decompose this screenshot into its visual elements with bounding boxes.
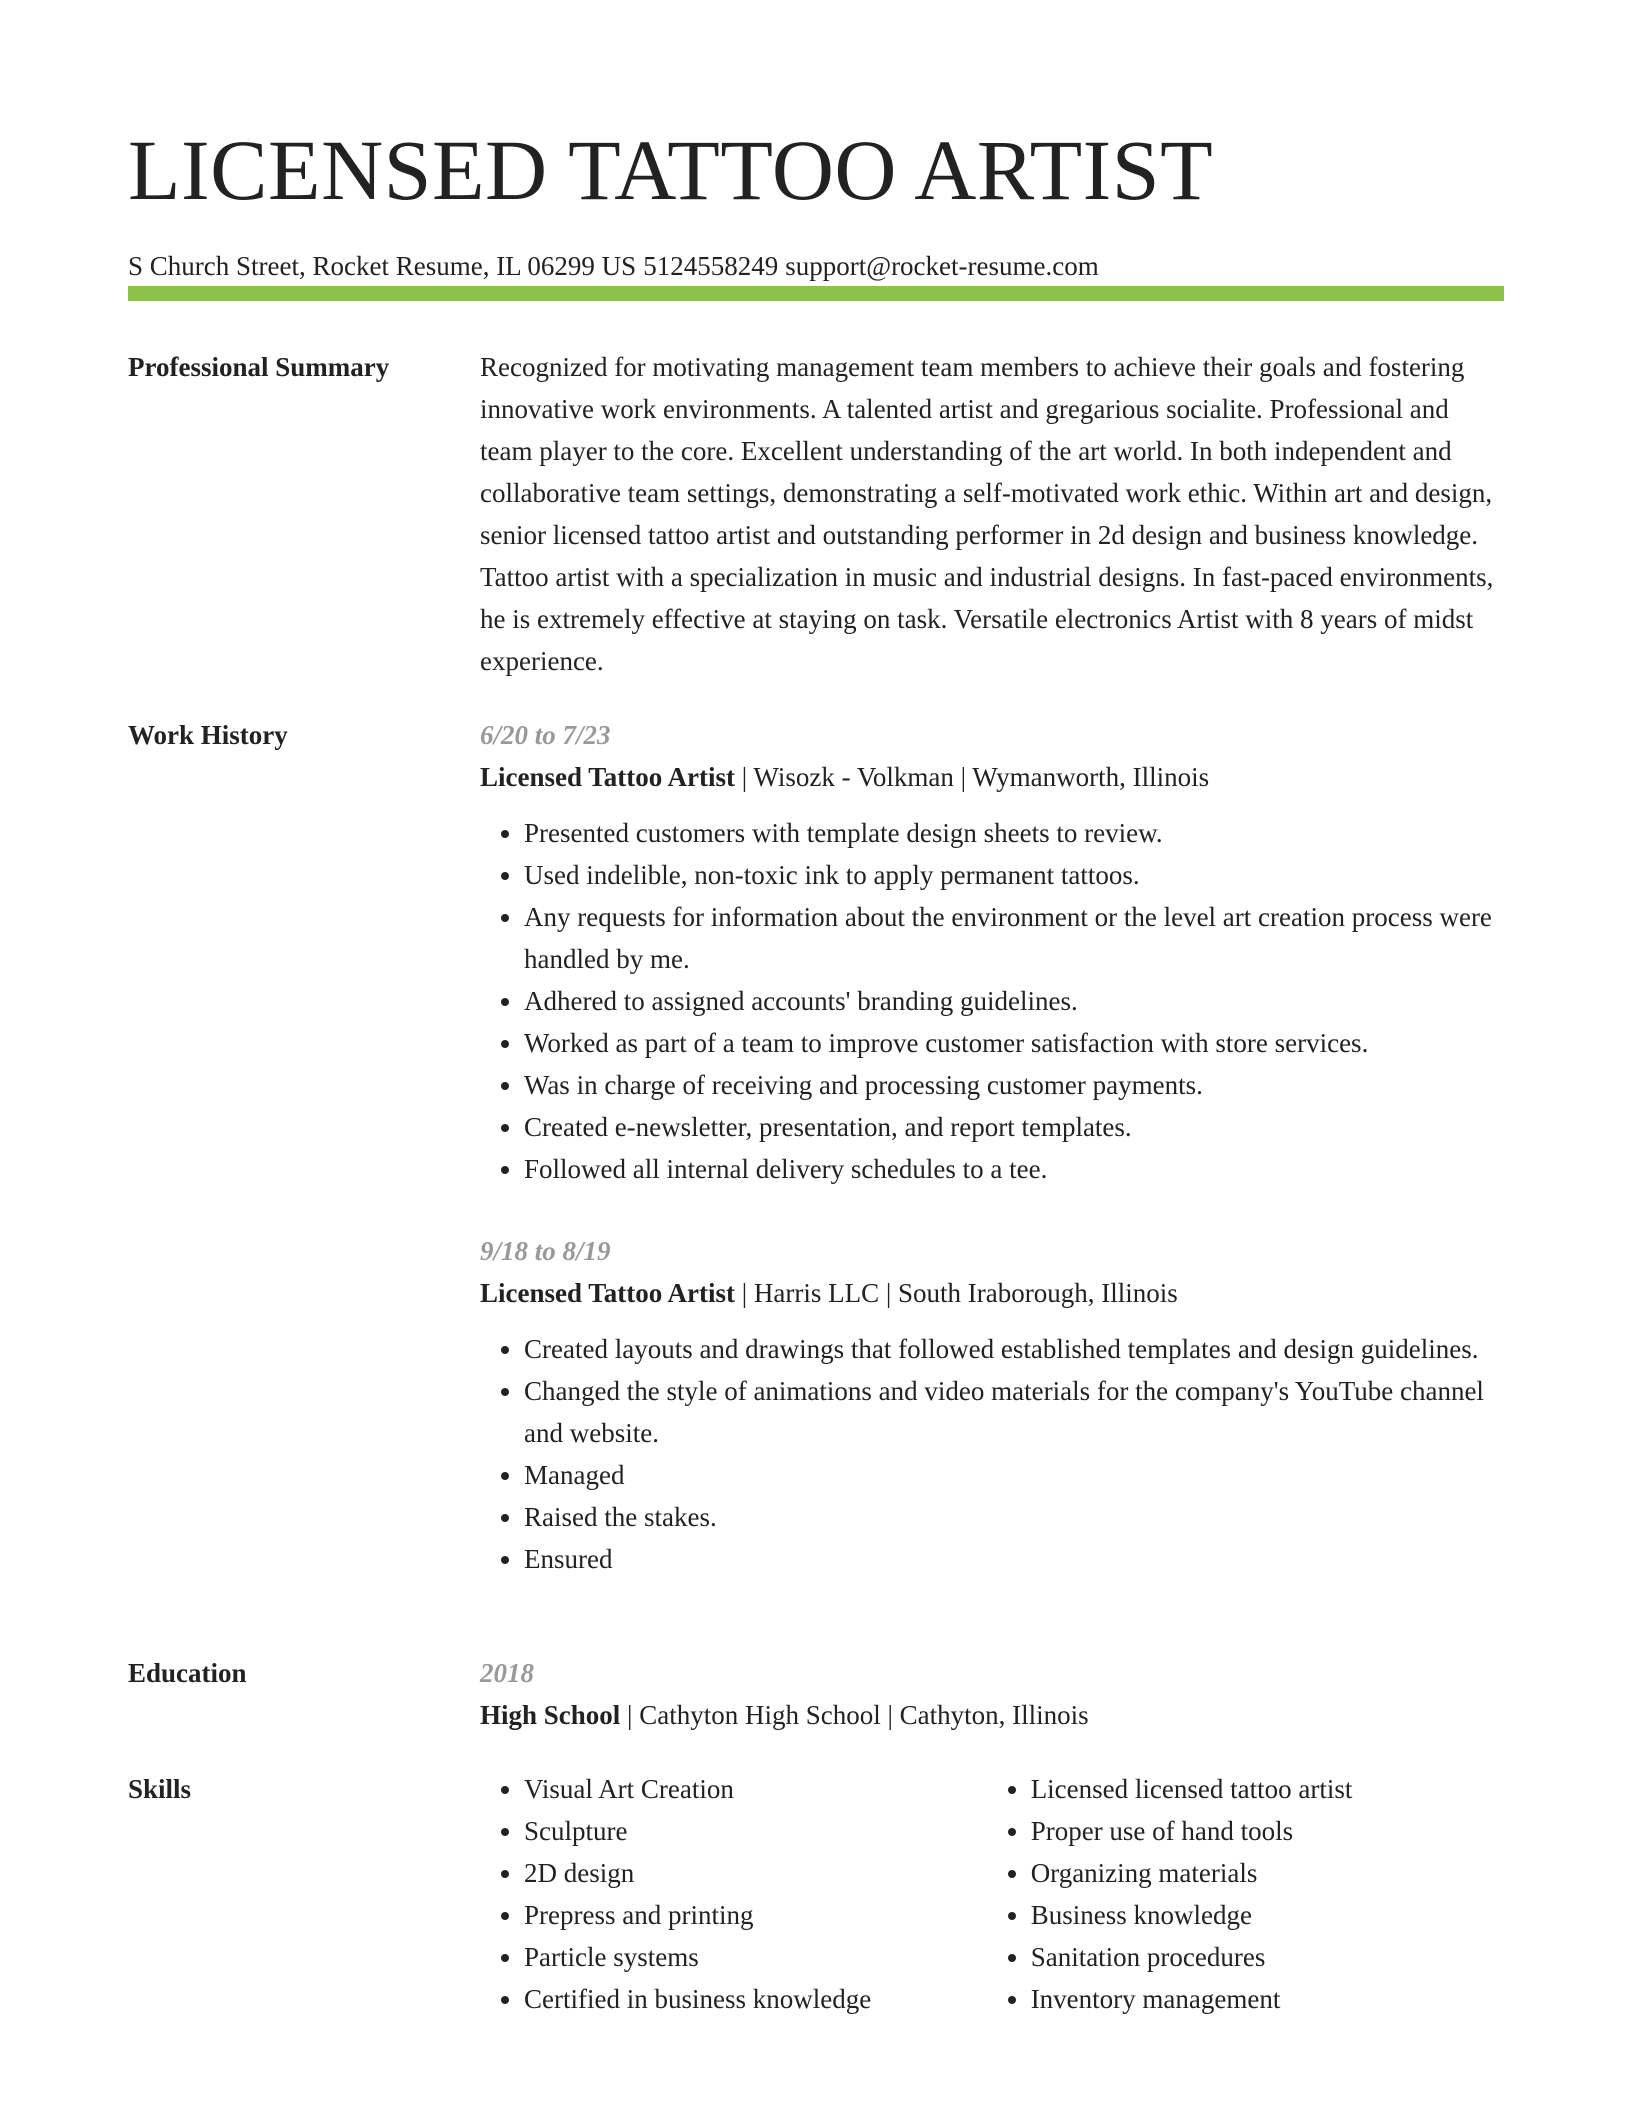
job-entry	[480, 1230, 1504, 1580]
list-item: • Was in charge of receiving and processing customer payments.	[524, 1064, 1504, 1106]
resume-header	[128, 122, 1504, 284]
list-item: • Followed all internal delivery schedules to a tee.	[524, 1148, 1504, 1190]
list-item: • Licensed licensed tattoo artist	[1031, 1768, 1504, 1810]
section-heading-summary: Professional Summary	[128, 352, 390, 382]
section-heading-work: Work History	[128, 720, 288, 750]
job-date: 6/20 to 7/23	[480, 720, 611, 750]
list-item: • Sculpture	[524, 1810, 943, 1852]
summary-body	[480, 346, 1504, 682]
education-entry	[480, 1694, 1504, 1736]
list-item: • Certified in business knowledge	[524, 1978, 943, 2020]
skills-list-right	[987, 1768, 1504, 2020]
list-item: • 2D design	[524, 1852, 943, 1894]
list-item: • Raised the stakes.	[524, 1496, 1504, 1538]
list-item: • Used indelible, non-toxic ink to apply permanent tattoos.	[524, 854, 1504, 896]
list-item: • Proper use of hand tools	[1031, 1810, 1504, 1852]
skills-columns	[480, 1768, 1504, 2020]
list-item: • Created e-newsletter, presentation, and report templates.	[524, 1106, 1504, 1148]
job-title: Licensed Tattoo Artist	[480, 1278, 736, 1308]
list-item: • Managed	[524, 1454, 1504, 1496]
contact-phone: 5124558249	[643, 251, 779, 281]
list-item: • Visual Art Creation	[524, 1768, 943, 1810]
work-body	[480, 714, 1504, 1580]
contact-email: support@rocket-resume.com	[785, 251, 1099, 281]
education-body	[480, 1652, 1504, 1736]
job-role	[480, 756, 1504, 798]
list-item: • Changed the style of animations and video materials for the company's YouTube channel and website.	[524, 1370, 1504, 1454]
summary-text: Recognized for motivating management team members to achieve their goals and fostering innovative work environments. A talented artist and gregarious socialite. Professional and team player to the core. Excellent understanding of the art world. In both independent and collaborative team settings, demonstrating a self-motivated work ethic. Within art and design, senior licensed tattoo artist and outstanding performer in 2d design and business knowledge. Tattoo artist with a specialization in music and industrial designs. In fast-paced environments, he is extremely effective at staying on task. Versatile electronics Artist with 8 years of midst experience.	[480, 352, 1494, 676]
contact-address: S Church Street, Rocket Resume, IL 06299 US	[128, 251, 637, 281]
education-date: 2018	[480, 1658, 534, 1688]
job-role	[480, 1272, 1504, 1314]
accent-divider	[128, 286, 1504, 301]
list-item: • Adhered to assigned accounts' branding guidelines.	[524, 980, 1504, 1022]
page-title: LICENSED TATTOO ARTIST	[128, 122, 1214, 218]
list-item: • Business knowledge	[1031, 1894, 1504, 1936]
section-heading-education: Education	[128, 1658, 247, 1688]
list-item: • Prepress and printing	[524, 1894, 943, 1936]
skills-body	[480, 1768, 1504, 2020]
job-bullets	[480, 1328, 1504, 1580]
job-details: | Wisozk - Volkman | Wymanworth, Illinois	[735, 762, 1210, 792]
skills-list-left	[480, 1768, 943, 2020]
education-details: | Cathyton High School | Cathyton, Illinois	[620, 1700, 1089, 1730]
section-heading-skills: Skills	[128, 1774, 192, 1804]
job-bullets	[480, 812, 1504, 1190]
list-item: • Particle systems	[524, 1936, 943, 1978]
job-entry	[480, 714, 1504, 1190]
job-title: Licensed Tattoo Artist	[480, 762, 736, 792]
list-item: • Inventory management	[1031, 1978, 1504, 2020]
contact-line	[128, 248, 1504, 284]
list-item: • Presented customers with template design sheets to review.	[524, 812, 1504, 854]
list-item: • Ensured	[524, 1538, 1504, 1580]
list-item: • Any requests for information about the environment or the level art creation process were handled by me.	[524, 896, 1504, 980]
job-details: | Harris LLC | South Iraborough, Illinois	[735, 1278, 1178, 1308]
job-date: 9/18 to 8/19	[480, 1236, 611, 1266]
list-item: • Sanitation procedures	[1031, 1936, 1504, 1978]
list-item: • Organizing materials	[1031, 1852, 1504, 1894]
list-item: • Worked as part of a team to improve customer satisfaction with store services.	[524, 1022, 1504, 1064]
education-degree: High School	[480, 1700, 621, 1730]
list-item: • Created layouts and drawings that followed established templates and design guidelines.	[524, 1328, 1504, 1370]
